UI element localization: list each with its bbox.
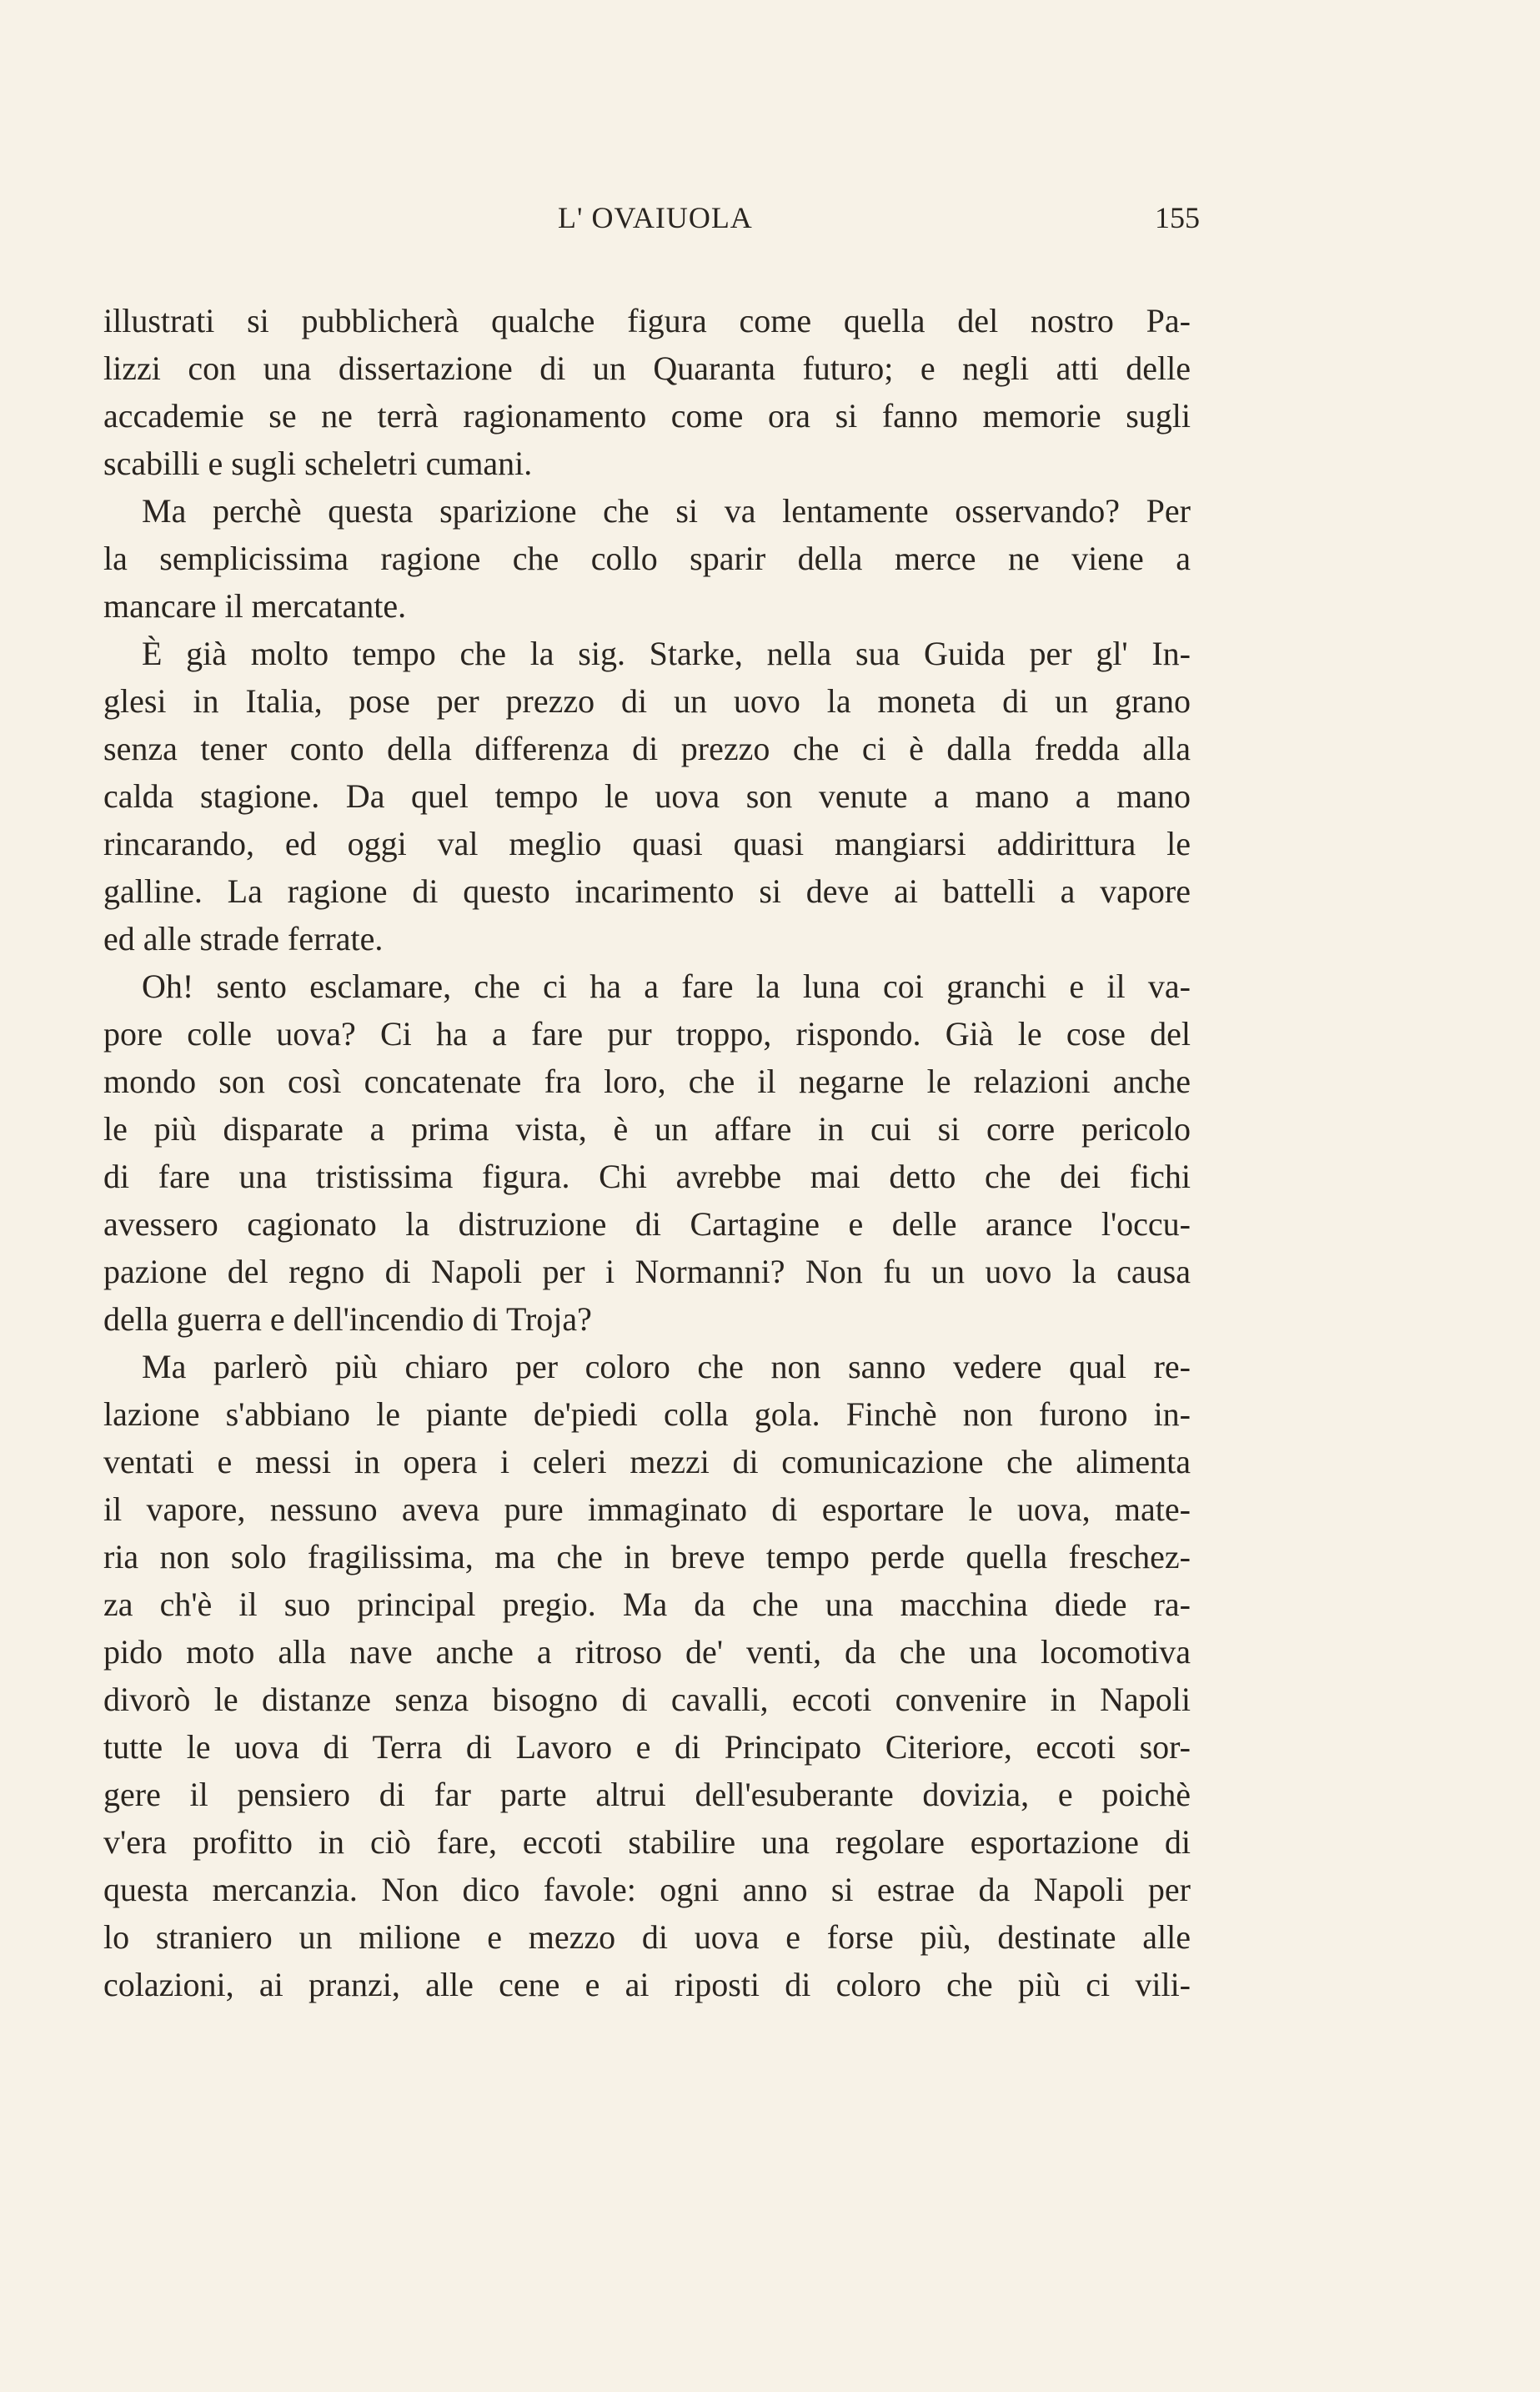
text-line: Ma perchè questa sparizione che si va lentamente osservando? Per — [142, 492, 1191, 530]
text-line: gere il pensiero di far parte altrui dell'esuberante dovizia, e poichè — [103, 1776, 1191, 1813]
text-line: Oh! sento esclamare, che ci ha a fare la luna coi granchi e il va- — [142, 967, 1191, 1005]
text-line: mancare il mercatante. — [103, 587, 407, 625]
text-line: la semplicissima ragione che collo sparir della merce ne viene a — [103, 540, 1191, 577]
text-line: le più disparate a prima vista, è un affare in cui si corre pericolo — [103, 1110, 1191, 1148]
text-line: senza tener conto della differenza di prezzo che ci è dalla fredda alla — [103, 730, 1191, 767]
text-line: colazioni, ai pranzi, alle cene e ai riposti di coloro che più ci vili- — [103, 1966, 1191, 2003]
text-line: tutte le uova di Terra di Lavoro e di Principato Citeriore, eccoti sor- — [103, 1728, 1191, 1766]
text-line: rincarando, ed oggi val meglio quasi quasi mangiarsi addirittura le — [103, 825, 1191, 862]
text-line: avessero cagionato la distruzione di Cartagine e delle arance l'occu- — [103, 1205, 1191, 1243]
text-line: calda stagione. Da quel tempo le uova son venute a mano a mano — [103, 777, 1191, 815]
text-line: illustrati si pubblicherà qualche figura come quella del nostro Pa- — [103, 302, 1191, 339]
text-line: lazione s'abbiano le piante de'piedi colla gola. Finchè non furono in- — [103, 1395, 1191, 1433]
text-line: il vapore, nessuno aveva pure immaginato di esportare le uova, mate- — [103, 1490, 1191, 1528]
text-line: accademie se ne terrà ragionamento come ora si fanno memorie sugli — [103, 397, 1191, 435]
text-line: pazione del regno di Napoli per i Normanni? Non fu un uovo la causa — [103, 1253, 1191, 1290]
page-number: 155 — [1155, 201, 1200, 234]
text-line: ria non solo fragilissima, ma che in breve tempo perde quella freschez- — [103, 1538, 1191, 1575]
text-line: divorò le distanze senza bisogno di cavalli, eccoti convenire in Napoli — [103, 1681, 1191, 1718]
text-line: glesi in Italia, pose per prezzo di un uovo la moneta di un grano — [103, 682, 1191, 720]
text-line: ventati e messi in opera i celeri mezzi di comunicazione che alimenta — [103, 1443, 1191, 1480]
text-line: questa mercanzia. Non dico favole: ogni anno si estrae da Napoli per — [103, 1871, 1191, 1908]
body-text — [103, 297, 1191, 2008]
text-line: ed alle strade ferrate. — [103, 920, 384, 957]
text-line: lizzi con una dissertazione di un Quaranta futuro; e negli atti delle — [103, 349, 1191, 387]
text-line: della guerra e dell'incendio di Troja? — [103, 1300, 592, 1338]
text-line: galline. La ragione di questo incarimento si deve ai battelli a vapore — [103, 872, 1191, 910]
text-line: lo straniero un milione e mezzo di uova e forse più, destinate alle — [103, 1918, 1191, 1956]
text-line: mondo son così concatenate fra loro, che il negarne le relazioni anche — [103, 1063, 1191, 1100]
text-line: za ch'è il suo principal pregio. Ma da che una macchina diede ra- — [103, 1585, 1191, 1623]
text-line: È già molto tempo che la sig. Starke, nella sua Guida per gl' In- — [142, 635, 1191, 672]
text-line: pido moto alla nave anche a ritroso de' venti, da che una locomotiva — [103, 1633, 1191, 1671]
text-line: Ma parlerò più chiaro per coloro che non sanno vedere qual re- — [142, 1348, 1191, 1385]
text-line: v'era profitto in ciò fare, eccoti stabilire una regolare esportazione di — [103, 1823, 1191, 1861]
text-line: di fare una tristissima figura. Chi avrebbe mai detto che dei fichi — [103, 1158, 1191, 1195]
text-line: pore colle uova? Ci ha a fare pur troppo, rispondo. Già le cose del — [103, 1015, 1191, 1053]
text-line: scabilli e sugli scheletri cumani. — [103, 445, 533, 482]
running-head: L' OVAIUOLA — [558, 201, 753, 234]
